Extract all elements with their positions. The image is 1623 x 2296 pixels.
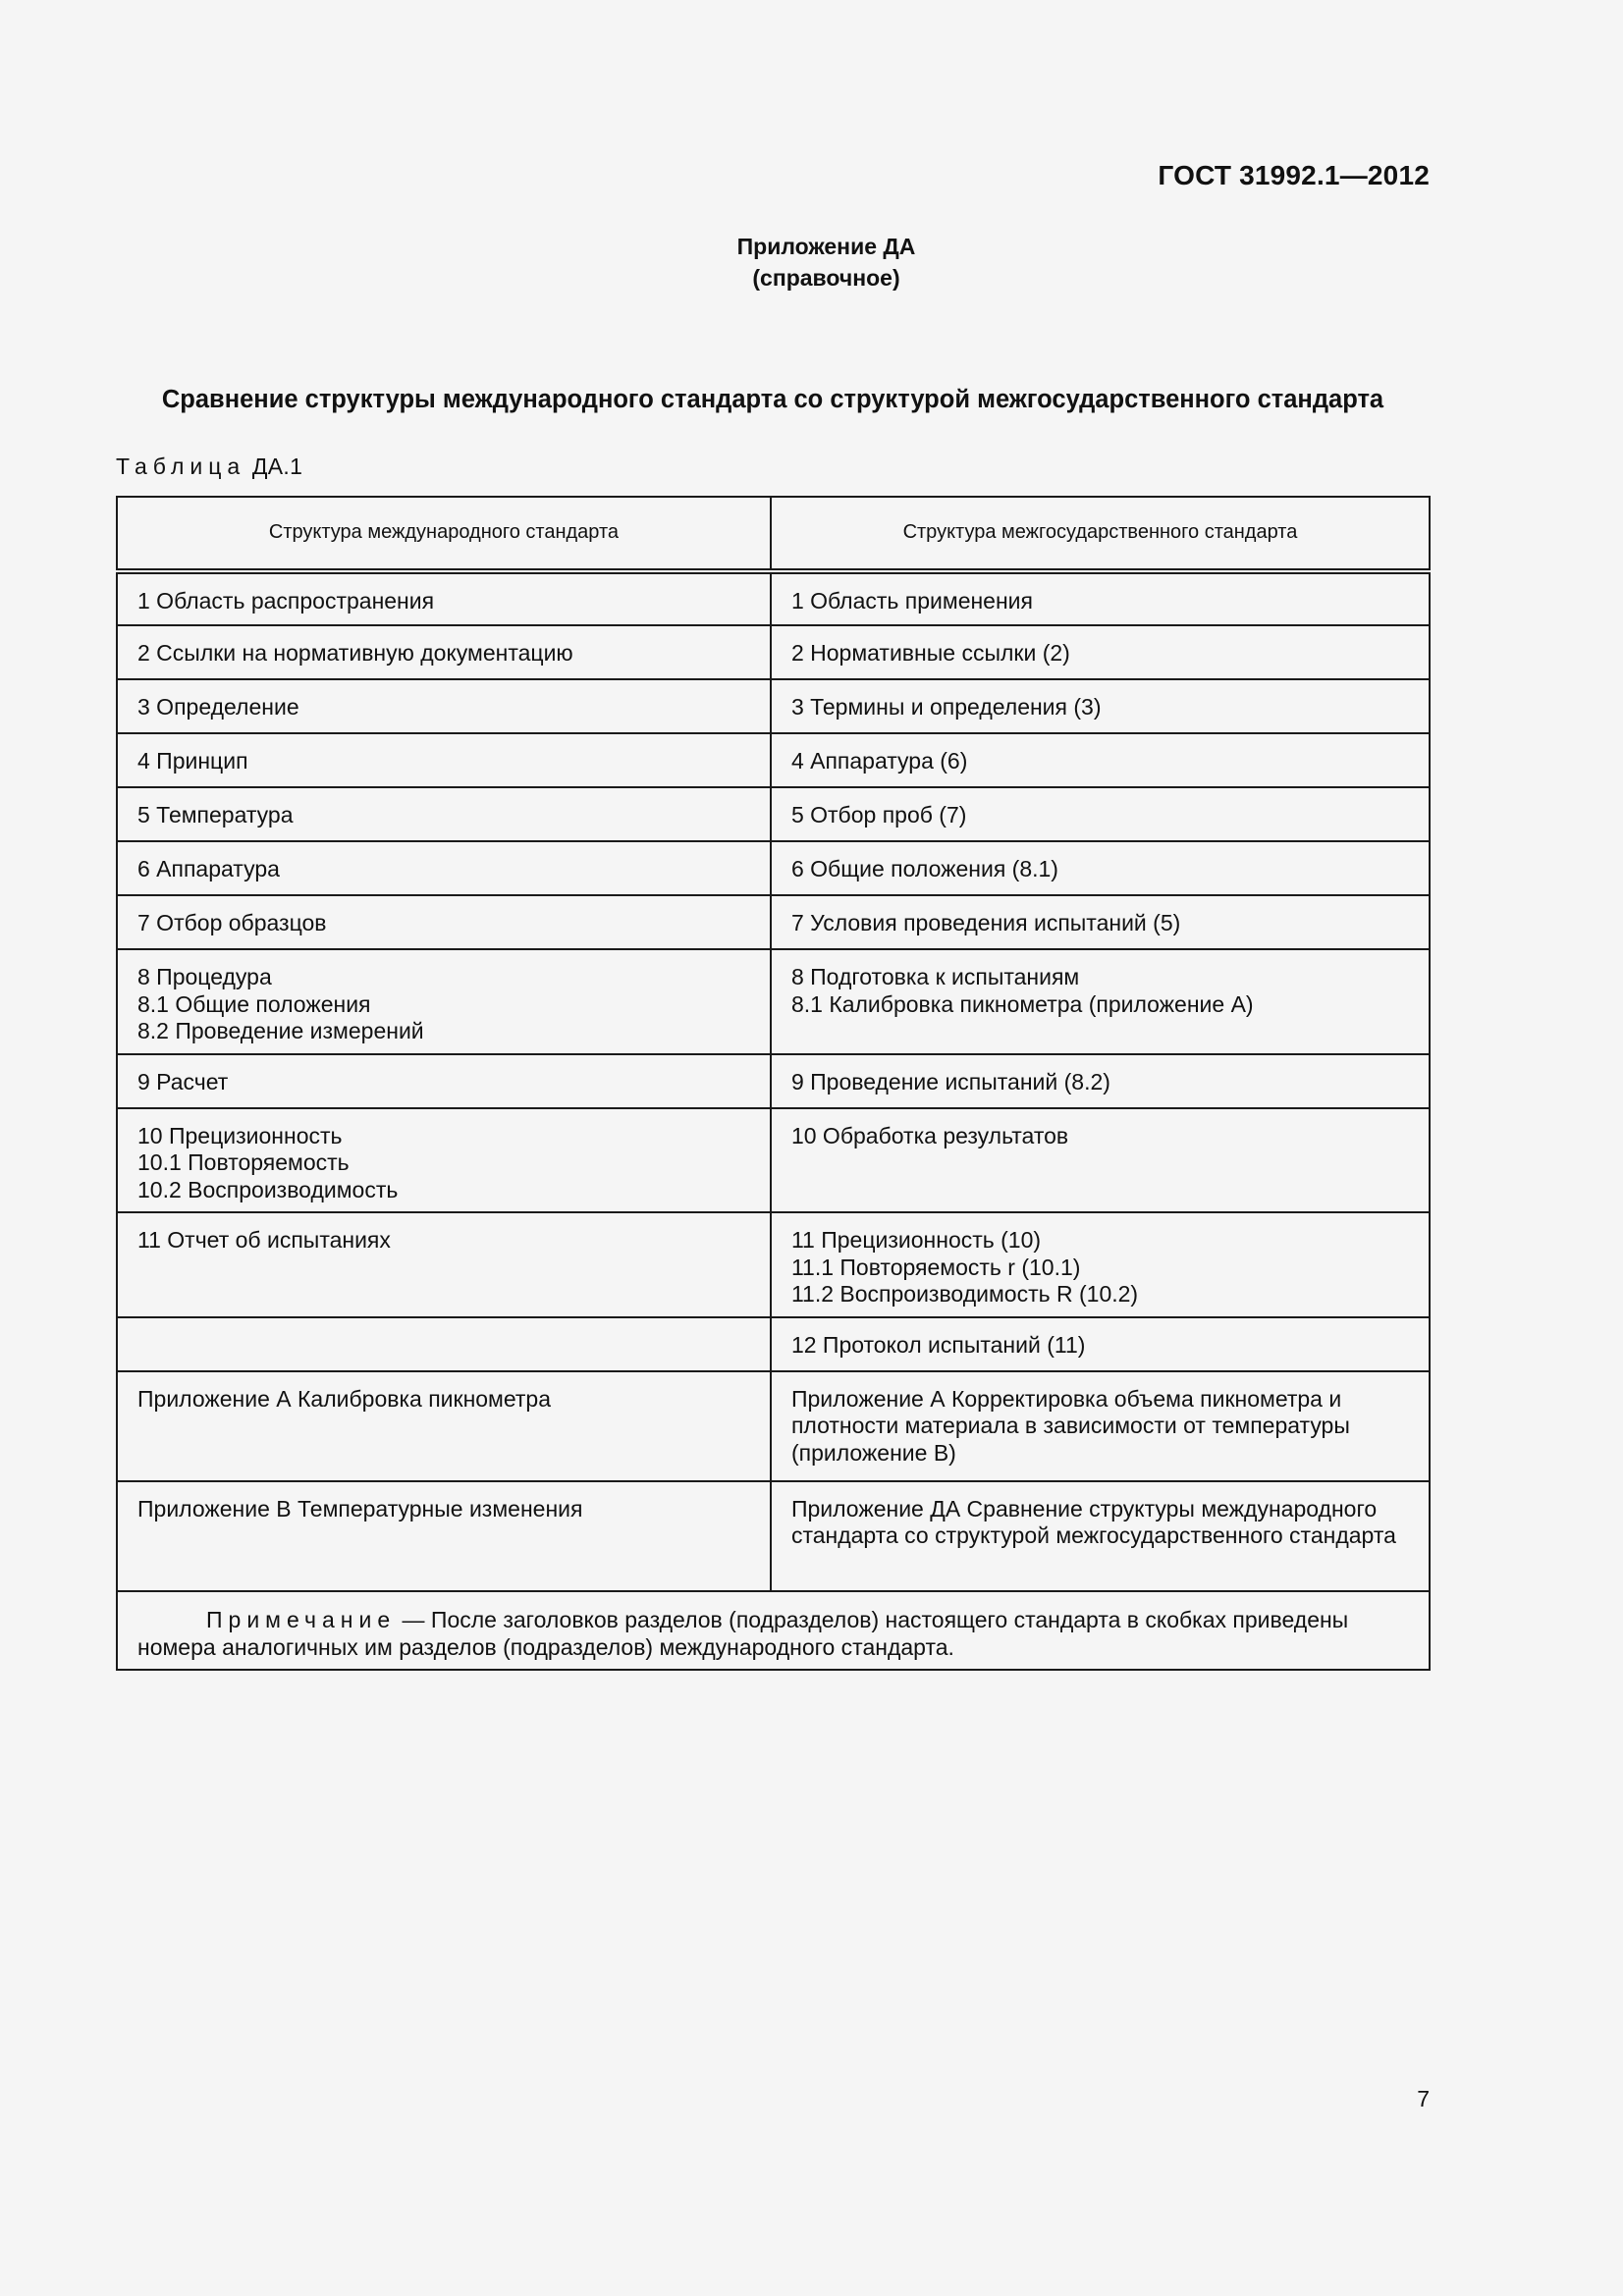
table-row [117, 625, 1430, 679]
cell-line: 11.1 Повторяемость r (10.1) [790, 1254, 1081, 1280]
cell-international [117, 1054, 771, 1108]
table-row [117, 787, 1430, 841]
cell-interstate: Приложение А Корректировка объема пикнометра и плотности материала в зависимости от температуры (приложение В) [771, 1371, 1430, 1481]
cell-interstate [771, 949, 1430, 1054]
cell-interstate [771, 787, 1430, 841]
cell-line: 8.2 Проведение измерений [137, 1018, 424, 1043]
cell-line: 9 Расчет [137, 1068, 229, 1095]
table-row [117, 1317, 1430, 1371]
annex-heading [0, 231, 1623, 294]
cell-interstate [771, 841, 1430, 895]
table-row [117, 949, 1430, 1054]
cell-line: Приложение В Температурные изменения [137, 1495, 583, 1522]
table-caption-number: ДА.1 [251, 454, 303, 479]
cell-line: 8.1 Общие положения [137, 990, 371, 1017]
cell-line: 10.2 Воспроизводимость [137, 1176, 399, 1202]
table-row [117, 1481, 1430, 1591]
cell-line: 11 Отчет об испытаниях [137, 1227, 391, 1253]
cell-interstate [771, 571, 1430, 625]
annex-status: (справочное) [752, 265, 900, 291]
cell-international [117, 1481, 771, 1591]
table-row [117, 1371, 1430, 1481]
cell-interstate [771, 1317, 1430, 1371]
cell-line: 11.2 Воспроизводимость R (10.2) [790, 1281, 1139, 1307]
cell-international [117, 679, 771, 733]
cell-line: 6 Аппаратура [137, 856, 280, 881]
cell-line: 12 Протокол испытаний (11) [790, 1331, 1086, 1358]
cell-line: 8.1 Калибровка пикнометра (приложение А) [790, 990, 1254, 1017]
column-header-international: Структура международного стандарта [117, 497, 771, 571]
cell-line: 3 Определение [137, 694, 299, 720]
cell-interstate [771, 1212, 1430, 1317]
comparison-table [116, 496, 1431, 1671]
cell-interstate [771, 1108, 1430, 1213]
cell-line: 1 Область применения [790, 588, 1033, 614]
cell-line: 9 Проведение испытаний (8.2) [790, 1068, 1110, 1095]
table-row [117, 571, 1430, 625]
cell-international [117, 733, 771, 787]
cell-interstate: Приложение ДА Сравнение структуры международного стандарта со структурой межгосударственного стандарта [771, 1481, 1430, 1591]
cell-line: 5 Отбор проб (7) [790, 802, 967, 828]
table-row [117, 1108, 1430, 1213]
cell-line: 8 Процедура [137, 964, 272, 989]
annex-title: Приложение ДА [736, 234, 916, 259]
cell-line: 7 Условия проведения испытаний (5) [790, 910, 1181, 935]
table-row [117, 895, 1430, 949]
cell-line: 1 Область распространения [137, 588, 435, 614]
note-text: — После заголовков разделов (подразделов) настоящего стандарта в скобках приведены номера аналогичных им разделов (подразделов) международного стандарта. [137, 1606, 1349, 1660]
cell-line: 5 Температура [137, 802, 294, 828]
cell-international [117, 571, 771, 625]
table-note [117, 1591, 1430, 1670]
cell-line: 10 Прецизионность [137, 1122, 343, 1148]
cell-international-empty [117, 1317, 771, 1371]
cell-international [117, 787, 771, 841]
cell-line: 8 Подготовка к испытаниям [790, 964, 1080, 989]
cell-line: 2 Нормативные ссылки (2) [790, 640, 1070, 666]
cell-line: 10 Обработка результатов [790, 1122, 1069, 1148]
section-title: Сравнение структуры международного стандарта со структурой межгосударственного стандарта [161, 386, 1384, 413]
cell-line: 11 Прецизионность (10) [790, 1227, 1042, 1253]
table-caption-label: Таблица [116, 454, 246, 479]
note-label: Примечание [206, 1606, 397, 1632]
table-row [117, 733, 1430, 787]
cell-line: 10.1 Повторяемость [137, 1149, 350, 1175]
table-row [117, 841, 1430, 895]
cell-line: 6 Общие положения (8.1) [790, 856, 1058, 881]
table-row [117, 1212, 1430, 1317]
cell-international [117, 1371, 771, 1481]
cell-line: Приложение А Калибровка пикнометра [137, 1385, 552, 1412]
cell-international [117, 1212, 771, 1317]
cell-interstate [771, 733, 1430, 787]
cell-interstate [771, 679, 1430, 733]
cell-interstate [771, 895, 1430, 949]
cell-line: 2 Ссылки на нормативную документацию [137, 640, 573, 666]
page-number: 7 [1417, 2086, 1430, 2111]
cell-international [117, 841, 771, 895]
cell-international [117, 625, 771, 679]
cell-interstate [771, 1054, 1430, 1108]
cell-interstate [771, 625, 1430, 679]
table-header-row [117, 497, 1430, 571]
cell-line: 7 Отбор образцов [137, 910, 327, 935]
table-caption [116, 454, 302, 480]
table-row [117, 679, 1430, 733]
cell-international [117, 949, 771, 1054]
table-note-row [117, 1591, 1430, 1670]
cell-line: 4 Аппаратура (6) [790, 748, 968, 774]
cell-line: 4 Принцип [137, 748, 248, 774]
document-code: ГОСТ 31992.1—2012 [1158, 160, 1430, 190]
table-row [117, 1054, 1430, 1108]
cell-international [117, 1108, 771, 1213]
cell-international [117, 895, 771, 949]
cell-line: 3 Термины и определения (3) [790, 694, 1102, 720]
column-header-interstate: Структура межгосударственного стандарта [771, 497, 1430, 571]
